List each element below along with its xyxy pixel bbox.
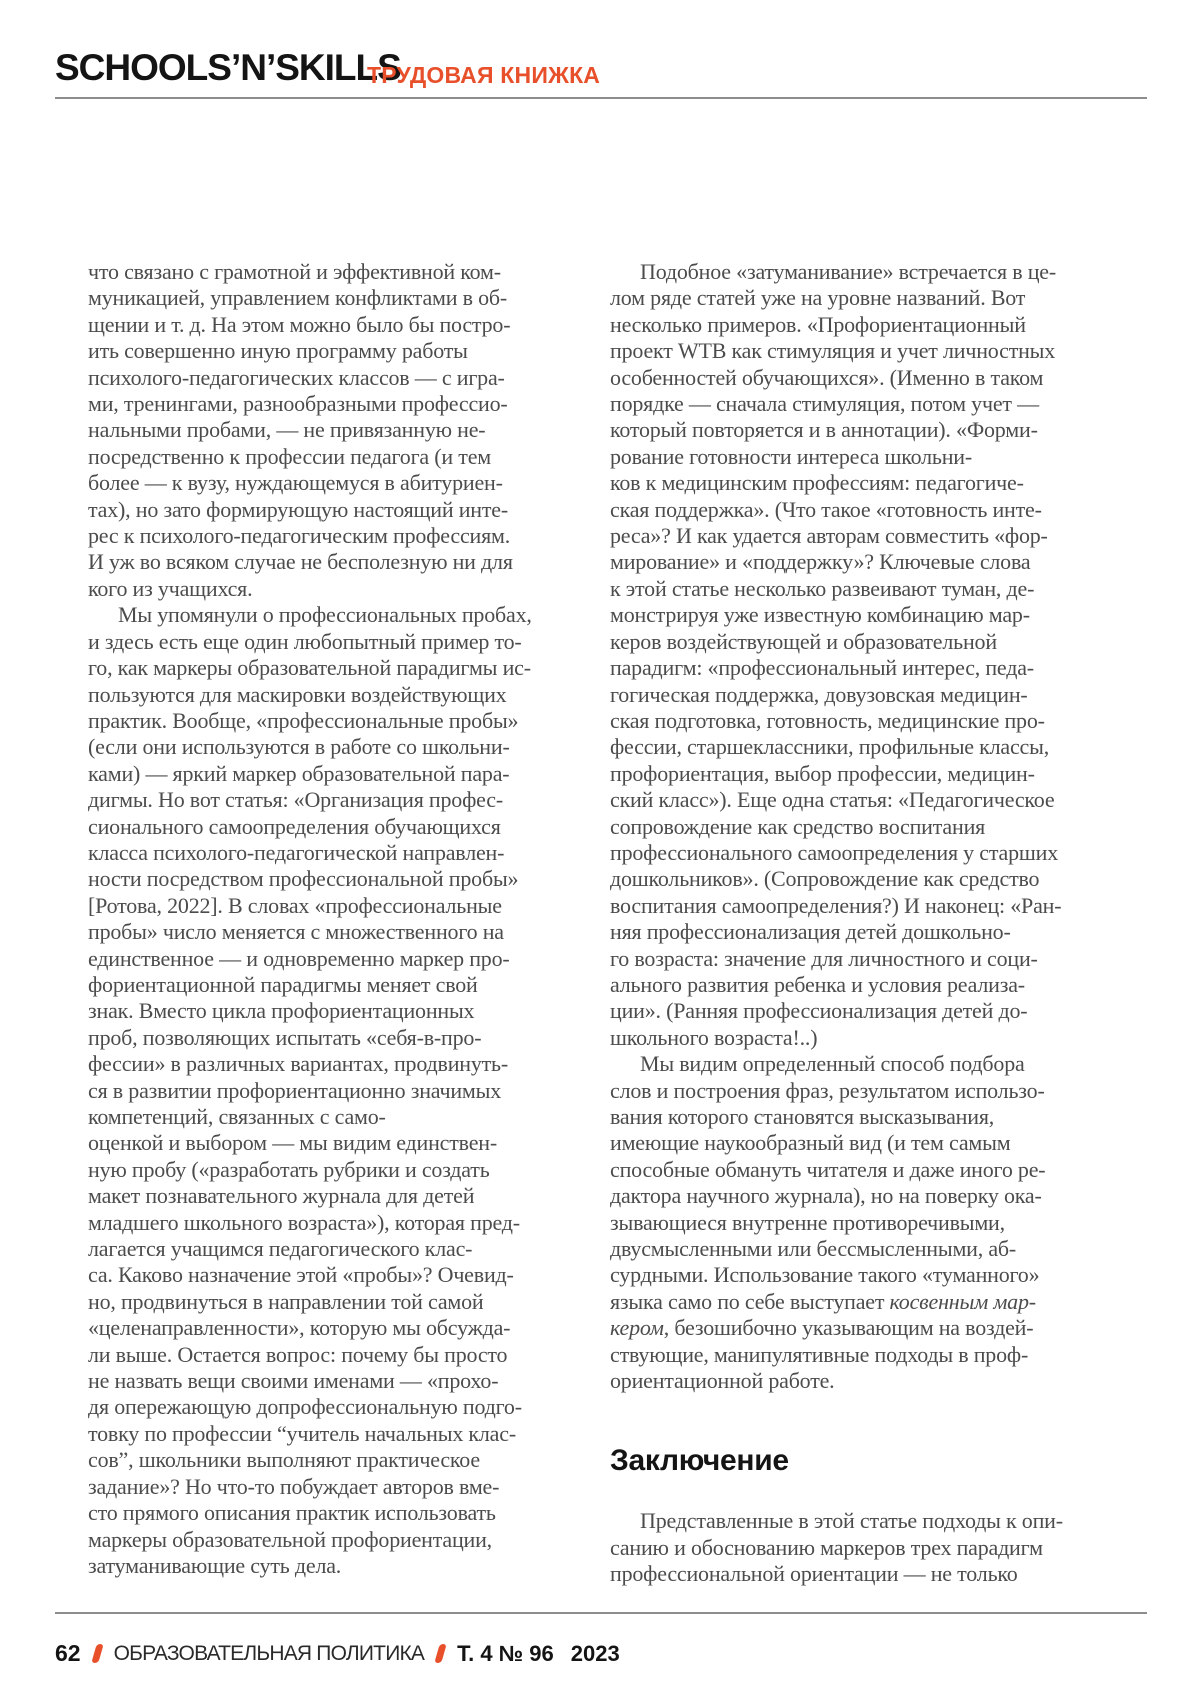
italic-phrase: кером — [610, 1315, 664, 1341]
page-footer — [55, 1640, 620, 1667]
right-column — [610, 259, 1112, 1588]
rubric-label: ТРУДОВАЯ КНИЖКА — [367, 62, 601, 88]
article-body — [88, 259, 1112, 1588]
magazine-brand-title: SCHOOLS’N’SKILLS — [55, 47, 401, 88]
header-divider — [55, 97, 1147, 99]
italic-phrase: косвенным мар- — [889, 1288, 1036, 1314]
slash-icon — [91, 1644, 103, 1663]
paragraph: Мы видим определенный способ подбора слов и построения фраз, результатом использо- вания которого становятся высказывания, имеющие наукообразный вид (и тем самым способные обмануть читателя и даже иного ре- дактора научного журнала), но на поверку ока- зывающиеся внутренне противоречивыми, двусмысленными или бессмысленными, аб- сурдными. Использование такого «туманного» языка само по себе выступает косвенным мар- кером, безошибочно указывающим на воздей- ствующие, манипулятивные подходы в проф- ориентационной работе. — [610, 1051, 1046, 1394]
paragraph: Подобное «затуманивание» встречается в це- лом ряде статей уже на уровне названий. Вот несколько примеров. «Профориентационный проект WTB как стимуляция и учет личностных особенностей обучающихся». (Именно в таком порядке — сначала стимуляция, потом учет — который повторяется и в аннотации). «Форми- рование готовности интереса школьни- ков к медицинским профессиям: педагогиче- ская поддержка». (Что такое «готовность инте- реса»? И как удается авторам совместить «фор- мирование» и «поддержку»? Ключевые слова к этой статье несколько развеивают туман, де- монстрируя уже известную комбинацию мар- керов воздействующей и образовательной парадигм: «профессиональный интерес, педа- гогическая поддержка, довузовская медицин- ская подготовка, готовность, медицинские про- фессии, старшеклассники, профильные классы, профориентация, выбор профессии, медицин- ский класс»). Еще одна статья: «Педагогическое сопровождение как средство воспитания профессионального самоопределения у старших дошкольников». (Сопровождение как средство воспитания самоопределения?) И наконец: «Ран- няя профессионализация детей дошкольно- го возраста: значение для личностного и соци- ального развития ребенка и условия реализа- ции». (Ранняя профессионализация детей до- школьного возраста!..) — [610, 259, 1062, 1050]
issue-year: 2023 — [570, 1640, 620, 1666]
slash-icon — [434, 1644, 446, 1663]
volume-issue: Т. 4 № 96 — [457, 1640, 554, 1666]
page-number: 62 — [55, 1640, 81, 1666]
section-heading: Заключение — [610, 1444, 789, 1478]
footer-divider — [55, 1612, 1147, 1614]
paragraph: Представленные в этой статье подходы к опи- санию и обоснованию маркеров трех парадигм профессиональной ориентации — не только — [610, 1508, 1063, 1587]
journal-name: ОБРАЗОВАТЕЛЬНАЯ ПОЛИТИКА — [113, 1641, 425, 1665]
left-column — [88, 259, 590, 1588]
paragraph: что связано с грамотной и эффективной ком- муникацией, управлением конфликтами в об- щении и т. д. На этом можно было бы постро- ить совершенно иную программу работы психолого-педагогических классов — с игра- ми, тренингами, разнообразными профессио- нальными пробами, — не привязанную не- посредственно к профессии педагога (и тем более — к вузу, нуждающемуся в абитуриен- тах), но зато формирующую настоящий инте- рес к психолого-педагогическим профессиям. И уж во всяком случае не бесполезную ни для кого из учащихся. — [88, 259, 513, 601]
paragraph: Мы упомянули о профессиональных пробах, и здесь есть еще один любопытный пример то- го, как маркеры образовательной парадигмы ис- пользуются для маскировки воздействующих практик. Вообще, «профессиональные пробы» (если они используются в работе со школьни- ками) — яркий маркер образовательной пара- дигмы. Но вот статья: «Организация профес- сионального самоопределения обучающихся класса психолого-педагогической направлен- ности посредством профессиональной пробы» [Ротова, 2022]. В словах «профессиональные пробы» число меняется с множественного на единственное — и одновременно маркер про- фориентационной парадигмы меняет свой знак. Вместо цикла профориентационных проб, позволяющих испытать «себя-в-про- фессии» в различных вариантах, продвинуть- ся в развитии профориентационно значимых компетенций, связанных с само- оценкой и выбором — мы видим единствен- ную пробу («разработать рубрики и создать макет познавательного журнала для детей младшего школьного возраста»), которая пред- лагается учащимся педагогического клас- са. Каково назначение этой «пробы»? Очевид- но, продвинуться в направлении той самой «целенаправленности», которую мы обсужда- ли выше. Остается вопрос: почему бы просто не назвать вещи своими именами — «прохо- дя опережающую допрофессиональную подго- товку по профессии “учитель начальных клас- сов”, школьники выполняют практическое задание»? Но что-то побуждает авторов вме- сто прямого описания практик использовать маркеры образовательной профориентации, затуманивающие суть дела. — [88, 602, 532, 1578]
